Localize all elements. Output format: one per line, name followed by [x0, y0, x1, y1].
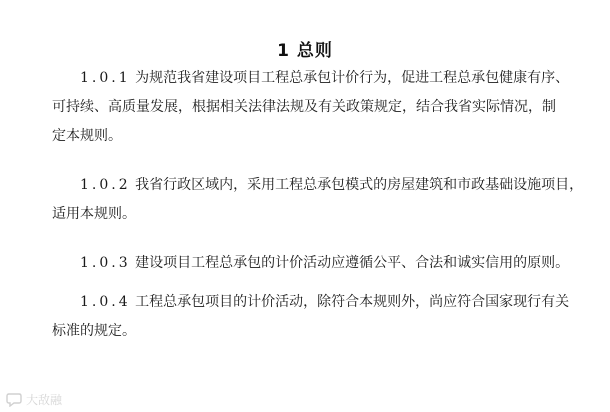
watermark-text: 大敌融 [26, 393, 63, 407]
clause-number: 1.0.3 [80, 255, 131, 271]
clause-text: 建设项目工程总承包的计价活动应遵循公平、合法和诚实信用的原则。 [135, 255, 570, 271]
clause-1-0-4 [52, 288, 582, 346]
clause-first-line [52, 171, 582, 200]
chat-bubble-icon [6, 393, 22, 407]
clause-1-0-2 [52, 171, 582, 229]
clause-first-line [52, 288, 582, 317]
clause-text: 适用本规则。 [52, 206, 136, 222]
clause-1-0-1 [52, 64, 582, 151]
clause-text: 我省行政区域内，采用工程总承包模式的房屋建筑和市政基础设施项目， [135, 177, 584, 193]
clause-text: 可持续、高质量发展，根据相关法律法规及有关政策规定，结合我省实际情况，制 [52, 99, 556, 115]
section-title: 1 总则 [277, 41, 333, 61]
clause-text: 工程总承包项目的计价活动，除符合本规则外，尚应符合国家现行有关 [135, 294, 570, 310]
clause-number: 1.0.2 [80, 177, 131, 193]
watermark [6, 391, 62, 408]
clause-1-0-3 [52, 249, 582, 278]
clause-text: 标准的规定。 [52, 323, 136, 339]
clause-first-line [52, 249, 582, 278]
clause-number: 1.0.1 [80, 70, 131, 86]
clause-number: 1.0.4 [80, 294, 131, 310]
clause-text: 定本规则。 [52, 128, 122, 144]
clause-text: 为规范我省建设项目工程总承包计价行为，促进工程总承包健康有序、 [135, 70, 570, 86]
clause-first-line [52, 64, 582, 93]
